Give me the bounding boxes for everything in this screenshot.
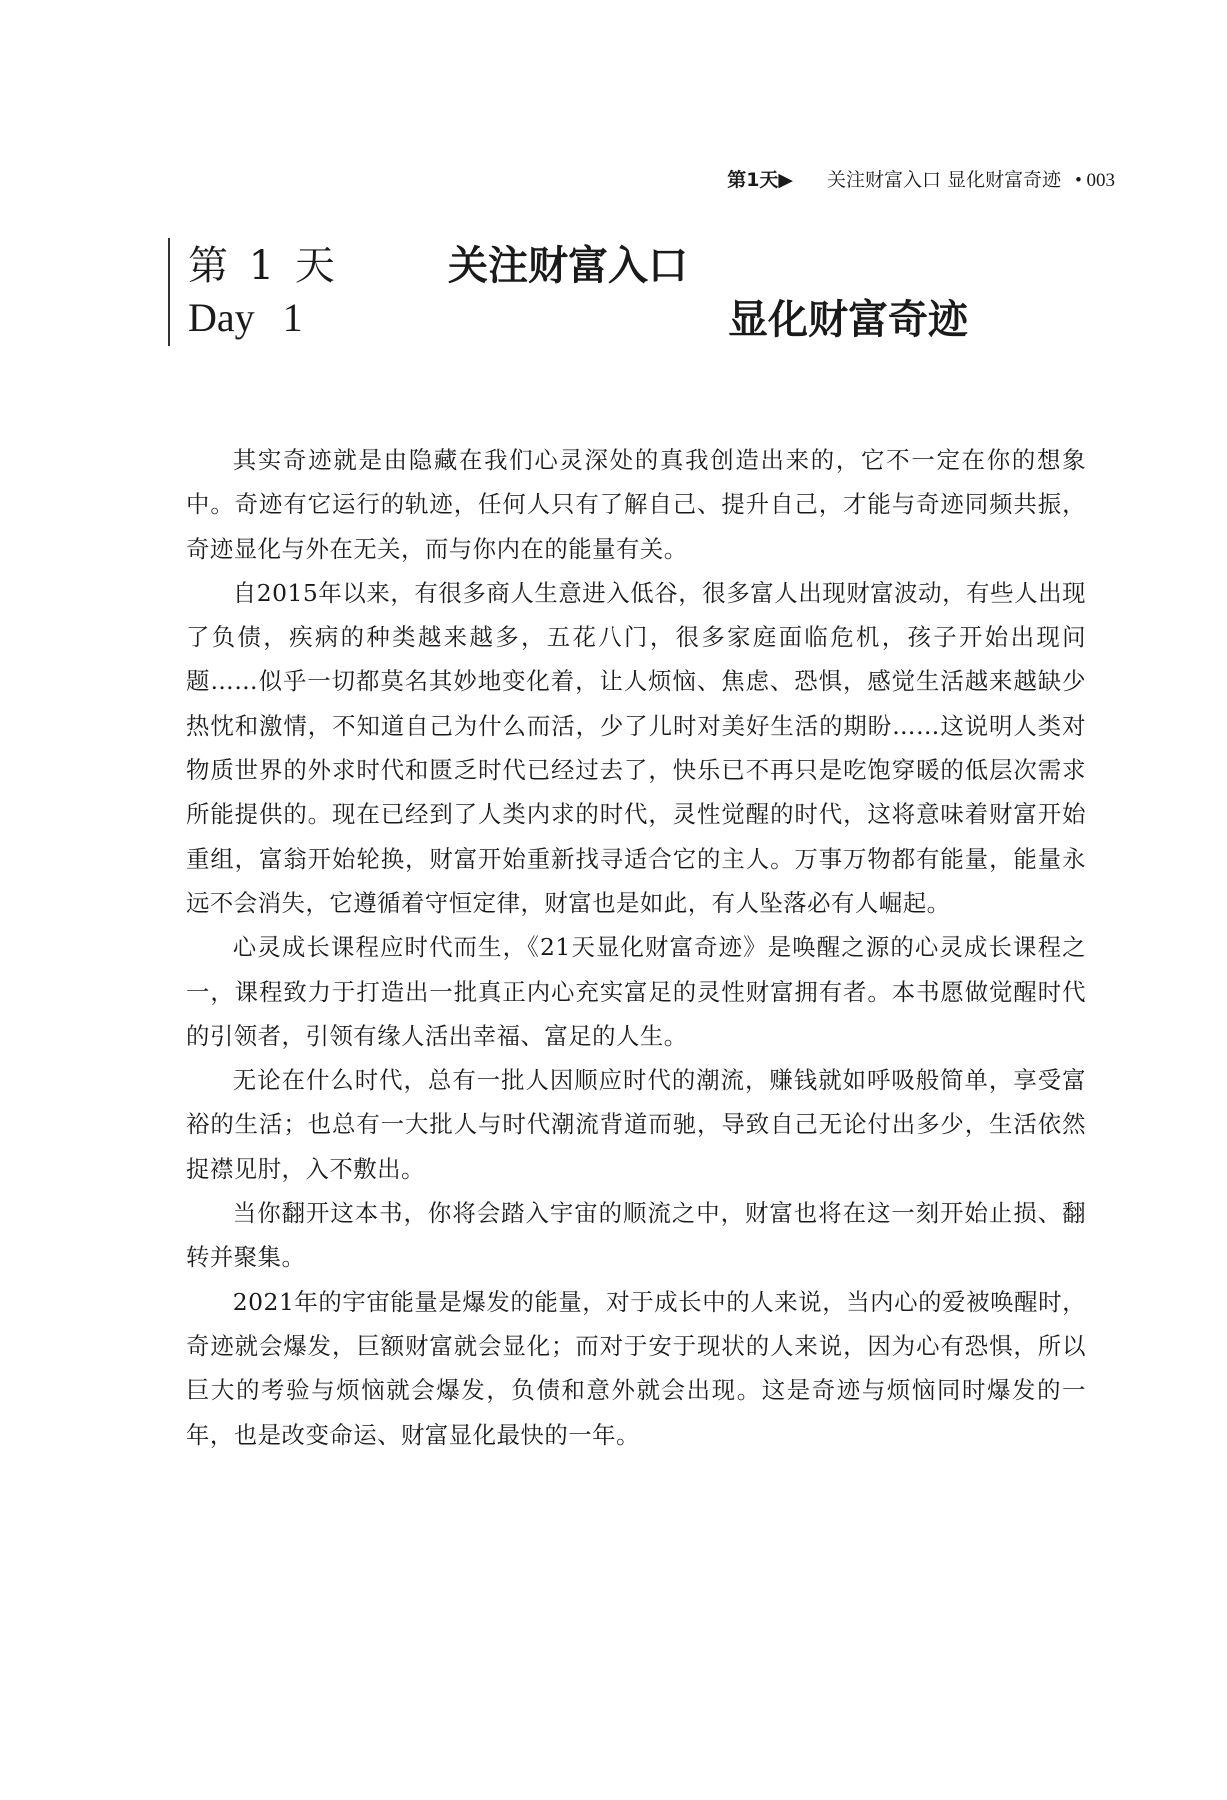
- running-head-day: 第1天: [727, 169, 779, 191]
- triangle-right-icon: ▶: [778, 169, 794, 191]
- chapter-label-en: Day 1: [188, 295, 303, 340]
- running-head: [727, 168, 1115, 193]
- running-head-title: 关注财富入口 显化财富奇迹: [827, 169, 1062, 191]
- chapter-heading-rule: [168, 238, 339, 346]
- paragraph: 2021年的宇宙能量是爆发的能量，对于成长中的人来说，当内心的爱被唤醒时，奇迹就会爆发，巨额财富就会显化；而对于安于现状的人来说，因为心有恐惧，所以巨大的考验与烦恼就会爆发，负债和意外就会出现。这是奇迹与烦恼同时爆发的一年，也是改变命运、财富显化最快的一年。: [186, 1287, 1086, 1449]
- paragraph: 无论在什么时代，总有一批人因顺应时代的潮流，赚钱就如呼吸般简单，享受富裕的生活；也总有一大批人与时代潮流背道而驰，导致自己无论付出多少，生活依然捉襟见肘，入不敷出。: [186, 1066, 1086, 1183]
- paragraph: 其实奇迹就是由隐藏在我们心灵深处的真我创造出来的，它不一定在你的想象中。奇迹有它运行的轨迹，任何人只有了解自己、提升自己，才能与奇迹同频共振，奇迹显化与外在无关，而与你内在的能量有关。: [186, 446, 1086, 563]
- page-number: • 003: [1075, 170, 1115, 191]
- paragraph: 当你翻开这本书，你将会踏入宇宙的顺流之中，财富也将在这一刻开始止损、翻转并聚集。: [186, 1199, 1086, 1272]
- chapter-label-cn: 第 1 天: [188, 243, 339, 289]
- body-text: [186, 438, 1086, 1457]
- chapter-title-line1: 关注财富入口: [448, 243, 688, 289]
- chapter-title-line2: 显化财富奇迹: [728, 297, 968, 343]
- paragraph: 心灵成长课程应时代而生，《21天显化财富奇迹》是唤醒之源的心灵成长课程之一，课程致力于打造出一批真正内心充实富足的灵性财富拥有者。本书愿做觉醒时代的引领者，引领有缘人活出幸福、富足的人生。: [186, 933, 1086, 1050]
- paragraph: 自2015年以来，有很多商人生意进入低谷，很多富人出现财富波动，有些人出现了负债，疾病的种类越来越多，五花八门，很多家庭面临危机，孩子开始出现问题……似乎一切都莫名其妙地变化着，让人烦恼、焦虑、恐惧，感觉生活越来越缺少热忱和激情，不知道自己为什么而活，少了儿时对美好生活的期盼……这说明人类对物质世界的外求时代和匮乏时代已经过去了，快乐已不再只是吃饱穿暖的低层次需求所能提供的。现在已经到了人类内求的时代，灵性觉醒的时代，这将意味着财富开始重组，富翁开始轮换，财富开始重新找寻适合它的主人。万事万物都有能量，能量永远不会消失，它遵循着守恒定律，财富也是如此，有人坠落必有人崛起。: [186, 578, 1086, 917]
